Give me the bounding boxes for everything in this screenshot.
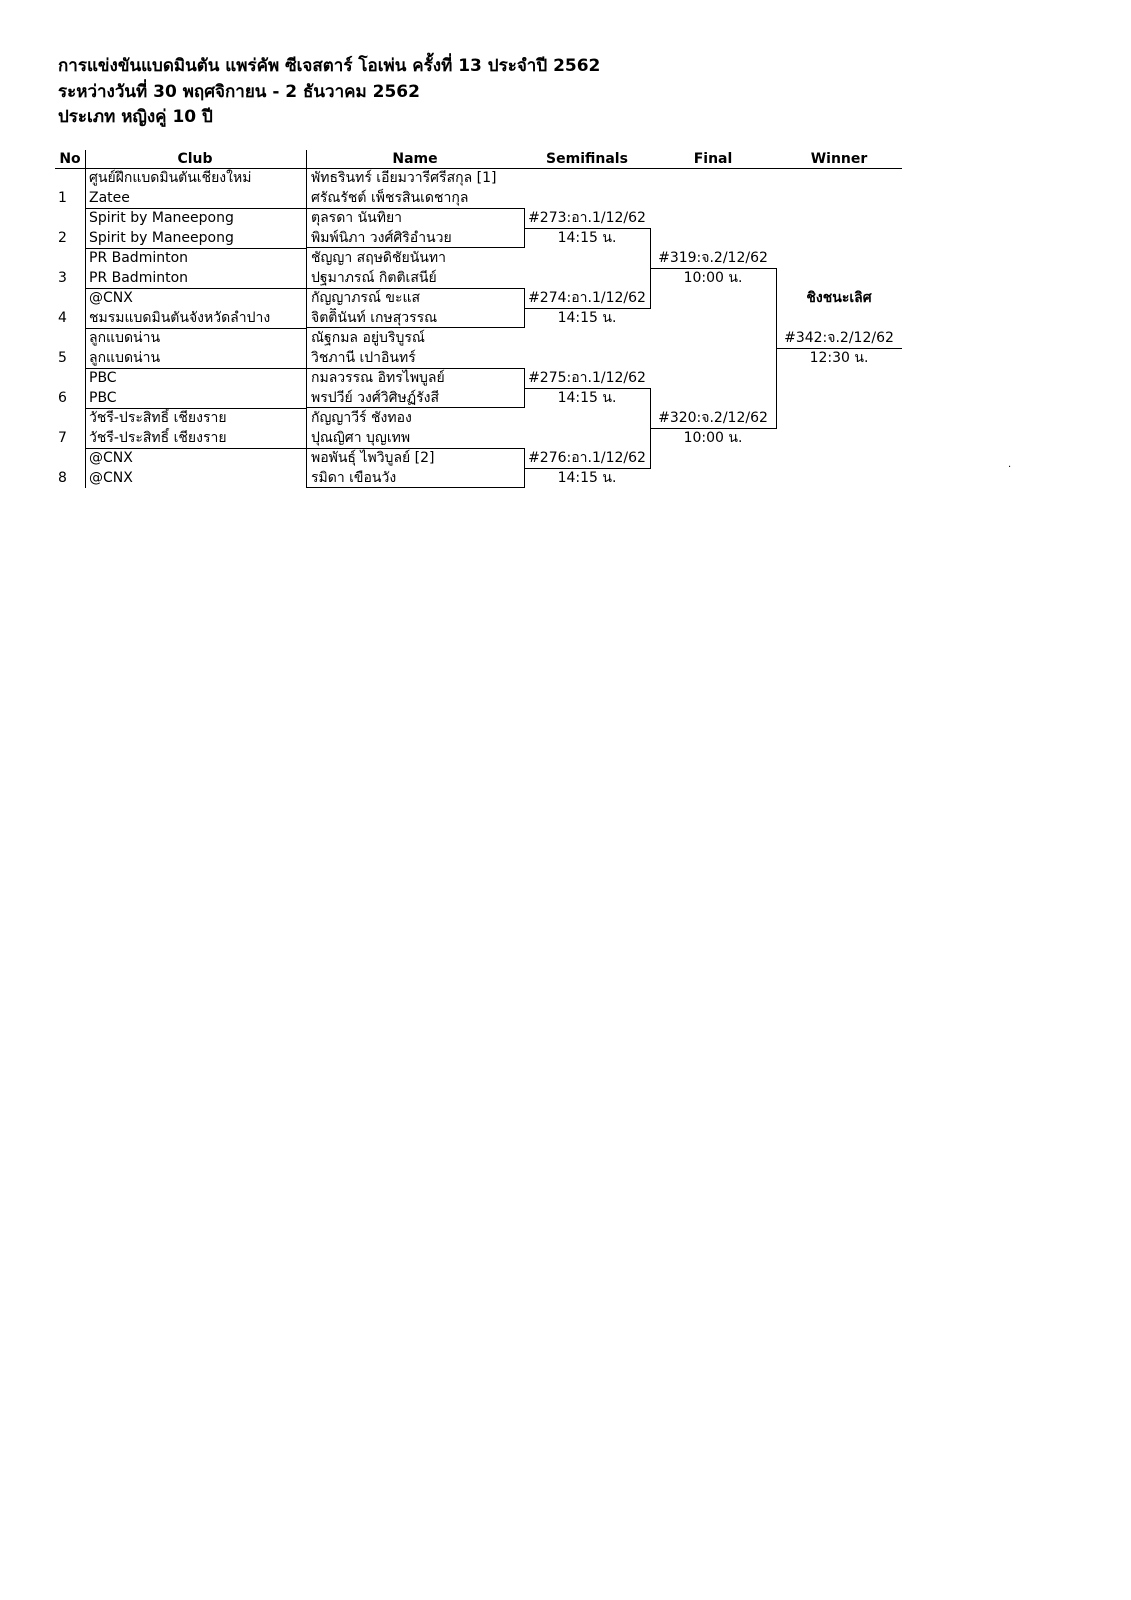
entry-player: พัทธรินทร์ เอียมวารีศรีสกุล [1] — [311, 170, 497, 186]
entry-club: PR Badminton — [89, 270, 189, 286]
entry-player: กัญญาภรณ์ ขะแส — [311, 290, 421, 306]
bracket-line — [307, 208, 525, 209]
row-divider — [86, 328, 306, 329]
header-final: Final — [693, 151, 733, 167]
entry-club: ศูนย์ฝึกแบดมินตันเชียงใหม่ — [89, 170, 252, 186]
final-match-time: 10:00 น. — [683, 270, 743, 286]
entry-number: 3 — [58, 270, 67, 286]
championship-match-code: #342:จ.2/12/62 — [784, 330, 894, 346]
bracket-line — [525, 388, 651, 389]
header-club: Club — [177, 151, 213, 167]
entry-number: 8 — [58, 470, 67, 486]
entry-club: @CNX — [89, 290, 133, 306]
tournament-title: การแข่งขันแบดมินตัน แพร่คัพ ซีเจสตาร์ โอเพ่น ครั้งที่ 13 ประจำปี 2562 — [58, 56, 601, 76]
entry-number: 4 — [58, 310, 67, 326]
entry-player: ศรัณรัชต์ เพ็ชรสินเดชากุล — [311, 190, 469, 206]
entry-player: พอพันธุ์ ไพวิบูลย์ [2] — [311, 450, 435, 466]
column-divider-club — [306, 150, 307, 488]
bracket-line — [525, 228, 651, 229]
final-match-code: #319:จ.2/12/62 — [658, 250, 768, 266]
entry-club: PBC — [89, 370, 117, 386]
entry-club: PR Badminton — [89, 250, 189, 266]
entry-player: รมิดา เขือนวัง — [311, 470, 397, 486]
entry-player: พิมพ์นิภา วงศ์ศิริอำนวย — [311, 230, 452, 246]
entry-club: @CNX — [89, 470, 133, 486]
final-match-code: #320:จ.2/12/62 — [658, 410, 768, 426]
entry-club: วัชรี-ประสิทธิ์ เชียงราย — [89, 430, 227, 446]
row-divider — [86, 208, 306, 209]
semifinal-match-code: #276:อา.1/12/62 — [528, 450, 646, 466]
row-divider — [86, 288, 306, 289]
bracket-line — [525, 468, 651, 469]
bracket-line — [307, 407, 525, 408]
bracket-line — [651, 428, 777, 429]
entry-club: @CNX — [89, 450, 133, 466]
semifinal-match-code: #275:อา.1/12/62 — [528, 370, 646, 386]
entry-number: 7 — [58, 430, 67, 446]
bracket-line — [307, 487, 525, 488]
entry-club: ลูกแบดน่าน — [89, 350, 161, 366]
entry-club: Zatee — [89, 190, 130, 206]
entry-club: PBC — [89, 390, 117, 406]
header-name: Name — [392, 151, 438, 167]
semifinal-match-time: 14:15 น. — [557, 230, 617, 246]
entry-club: ลูกแบดน่าน — [89, 330, 161, 346]
entry-club: Spirit by Maneepong — [89, 230, 234, 246]
entry-club: ชมรมแบดมินตันจังหวัดลำปาง — [89, 310, 271, 326]
stray-mark: . — [1008, 459, 1012, 470]
entry-player: ตุลรดา นันทิยา — [311, 210, 403, 226]
row-divider — [86, 448, 306, 449]
row-divider — [86, 248, 306, 249]
entry-player: ปุณญิศา บุญเทพ — [311, 430, 411, 446]
header-semifinals: Semifinals — [546, 151, 628, 167]
column-divider-no — [85, 150, 86, 488]
tournament-dates: ระหว่างวันที่ 30 พฤศจิกายน - 2 ธันวาคม 2562 — [58, 82, 420, 102]
bracket-line — [307, 247, 525, 248]
semifinal-match-code: #274:อา.1/12/62 — [528, 290, 646, 306]
entry-club: Spirit by Maneepong — [89, 210, 234, 226]
header-winner: Winner — [810, 151, 868, 167]
entry-player: พรปวีย์ วงศ์วิศิษฏ์รังสี — [311, 390, 440, 406]
championship-match-time: 12:30 น. — [809, 350, 869, 366]
entry-number: 5 — [58, 350, 67, 366]
row-divider — [86, 408, 306, 409]
final-match-time: 10:00 น. — [683, 430, 743, 446]
header-no: No — [59, 151, 81, 167]
entry-player: วิชภานี เปาอินทร์ — [311, 350, 416, 366]
championship-label: ชิงชนะเลิศ — [806, 290, 872, 306]
entry-player: กมลวรรณ อิทรไพบูลย์ — [311, 370, 445, 386]
semifinal-match-code: #273:อา.1/12/62 — [528, 210, 646, 226]
entry-club: วัชรี-ประสิทธิ์ เชียงราย — [89, 410, 227, 426]
semifinal-match-time: 14:15 น. — [557, 310, 617, 326]
entry-player: จิตติินันท์ เกษสุวรรณ — [311, 310, 438, 326]
event-category: ประเภท หญิงคู่ 10 ปี — [58, 107, 213, 127]
bracket-line — [307, 448, 525, 449]
entry-number: 2 — [58, 230, 67, 246]
bracket-line — [307, 288, 525, 289]
entry-player: กัญญาวีร์ ชังทอง — [311, 410, 412, 426]
entry-player: ปฐมาภรณ์ กิตติเสนีย์ — [311, 270, 437, 286]
entry-player: ณัฐกมล อยู่บริบูรณ์ — [311, 330, 425, 346]
semifinal-match-time: 14:15 น. — [557, 470, 617, 486]
row-divider — [86, 368, 306, 369]
bracket-line — [651, 268, 777, 269]
bracket-line — [307, 368, 525, 369]
semifinal-match-time: 14:15 น. — [557, 390, 617, 406]
entry-player: ชัญญา สฤษดิชัยนันทา — [311, 250, 446, 266]
entry-number: 6 — [58, 390, 67, 406]
bracket-line — [307, 327, 525, 328]
bracket-line — [525, 308, 651, 309]
entry-number: 1 — [58, 190, 67, 206]
